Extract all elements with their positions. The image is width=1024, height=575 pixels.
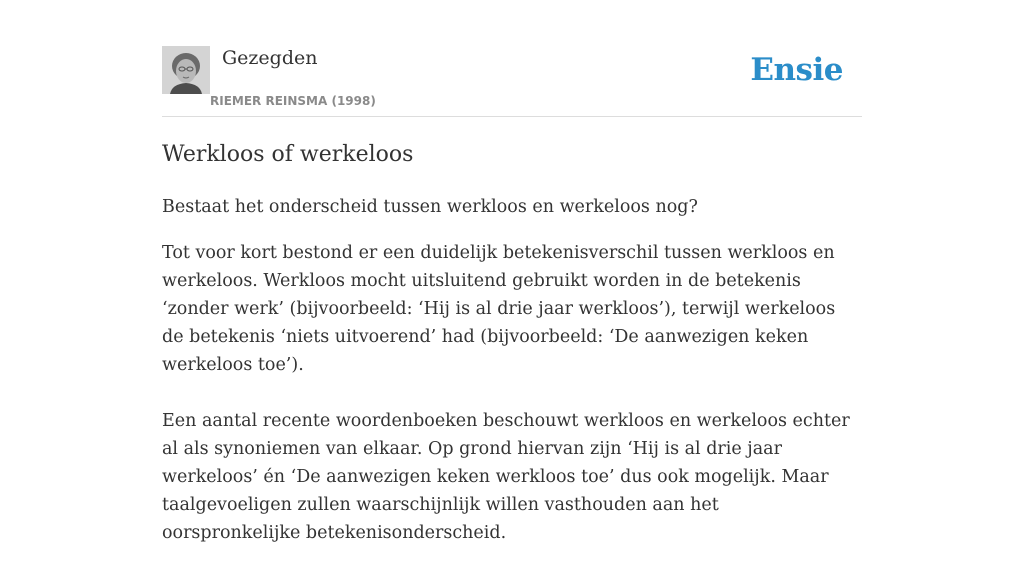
source-name[interactable]: Gezegden xyxy=(222,47,318,69)
brand-logo[interactable]: Ensie xyxy=(750,52,843,88)
source-header xyxy=(162,46,862,117)
author-name: RIEMER REINSMA (1998) xyxy=(210,94,376,108)
body-paragraph-2: Een aantal recente woordenboeken beschouwt werkloos en werkeloos echter al als synoniemen van elkaar. Op grond hiervan zijn ‘Hij is al drie jaar werkeloos’ én ‘De aanwezigen keken werkloos toe’ dus ook mogelijk. Maar taalgevoeligen zullen waarschijnlijk willen vasthouden aan het oorspronkelijke betekenisonderscheid. xyxy=(162,411,850,543)
article-body xyxy=(162,239,862,575)
author-avatar[interactable] xyxy=(162,46,210,94)
portrait-icon xyxy=(162,46,210,94)
body-paragraph-1: Tot voor kort bestond er een duidelijk betekenisverschil tussen werkloos en werkeloos. Werkloos mocht uitsluitend gebruikt worden in de betekenis ‘zonder werk’ (bijvoorbeeld: ‘Hij is al drie jaar werkloos’), terwijl werkeloos de betekenis ‘niets uitvoerend’ had (bijvoorbeeld: ‘De aanwezigen keken werkeloos toe’). xyxy=(162,243,836,375)
article-question: Bestaat het onderscheid tussen werkloos en werkeloos nog? xyxy=(162,197,698,217)
article-title: Werkloos of werkeloos xyxy=(162,142,414,167)
